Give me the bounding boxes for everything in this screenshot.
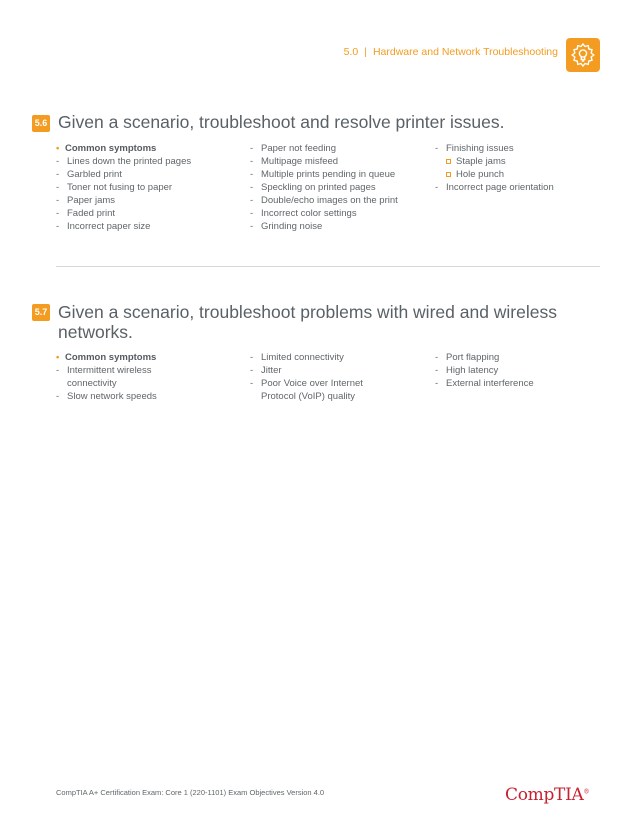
list-item: - Incorrect paper size xyxy=(56,220,191,233)
content-column-1 xyxy=(56,351,157,403)
comptia-logo xyxy=(505,785,589,805)
list-item-continuation: Protocol (VoIP) quality xyxy=(261,391,355,402)
list-item: - Paper jams xyxy=(56,194,191,207)
content-column-3 xyxy=(435,142,554,194)
objective-title: Given a scenario, troubleshoot and resolve printer issues. xyxy=(58,112,505,132)
list-item: - Double/echo images on the print xyxy=(250,194,398,207)
list-item: - Intermittent wireless xyxy=(56,364,157,377)
list-item: - Poor Voice over Internet xyxy=(250,377,363,390)
content-column-3 xyxy=(435,351,534,390)
list-heading: • Common symptoms xyxy=(56,351,157,364)
list-item: - Slow network speeds xyxy=(56,390,157,403)
list-item: - External interference xyxy=(435,377,534,390)
objective-section-5-7 xyxy=(32,302,602,412)
gear-icon xyxy=(566,38,600,72)
header-section-title: Hardware and Network Troubleshooting xyxy=(372,46,558,58)
content-column-2 xyxy=(250,142,398,233)
header-separator: | xyxy=(364,46,367,58)
list-item: - Toner not fusing to paper xyxy=(56,181,191,194)
header-section-number: 5.0 xyxy=(343,46,359,58)
list-item: - Grinding noise xyxy=(250,220,398,233)
list-item-continuation: connectivity xyxy=(67,378,117,389)
list-item: - Lines down the printed pages xyxy=(56,155,191,168)
list-item: - Incorrect page orientation xyxy=(435,181,554,194)
list-item: - Multipage misfeed xyxy=(250,155,398,168)
list-item: - Incorrect color settings xyxy=(250,207,398,220)
list-subitem: Hole punch xyxy=(435,168,554,181)
list-item: - Limited connectivity xyxy=(250,351,363,364)
objective-badge: 5.6 xyxy=(32,115,50,132)
content-column-2 xyxy=(250,351,363,403)
list-item: - Finishing issues xyxy=(435,142,554,155)
objective-section-5-6 xyxy=(32,112,602,252)
list-item: - High latency xyxy=(435,364,534,377)
list-item: - Speckling on printed pages xyxy=(250,181,398,194)
list-item: - Multiple prints pending in queue xyxy=(250,168,398,181)
footer-text: CompTIA A+ Certification Exam: Core 1 (220-1101) Exam Objectives Version 4.0 xyxy=(56,788,325,797)
list-item: - Jitter xyxy=(250,364,363,377)
page-header xyxy=(344,46,558,58)
objective-title: Given a scenario, troubleshoot problems with wired and wireless networks. xyxy=(58,302,557,342)
list-heading: • Common symptoms xyxy=(56,142,191,155)
section-divider xyxy=(56,266,600,267)
logo-registered-mark: ® xyxy=(583,788,590,796)
content-column-1 xyxy=(56,142,191,233)
list-item: - Garbled print xyxy=(56,168,191,181)
list-item: - Faded print xyxy=(56,207,191,220)
logo-wordmark: CompTIA xyxy=(505,785,584,805)
list-item: - Paper not feeding xyxy=(250,142,398,155)
list-item: - Port flapping xyxy=(435,351,534,364)
list-subitem: Staple jams xyxy=(435,155,554,168)
objective-badge: 5.7 xyxy=(32,304,50,321)
